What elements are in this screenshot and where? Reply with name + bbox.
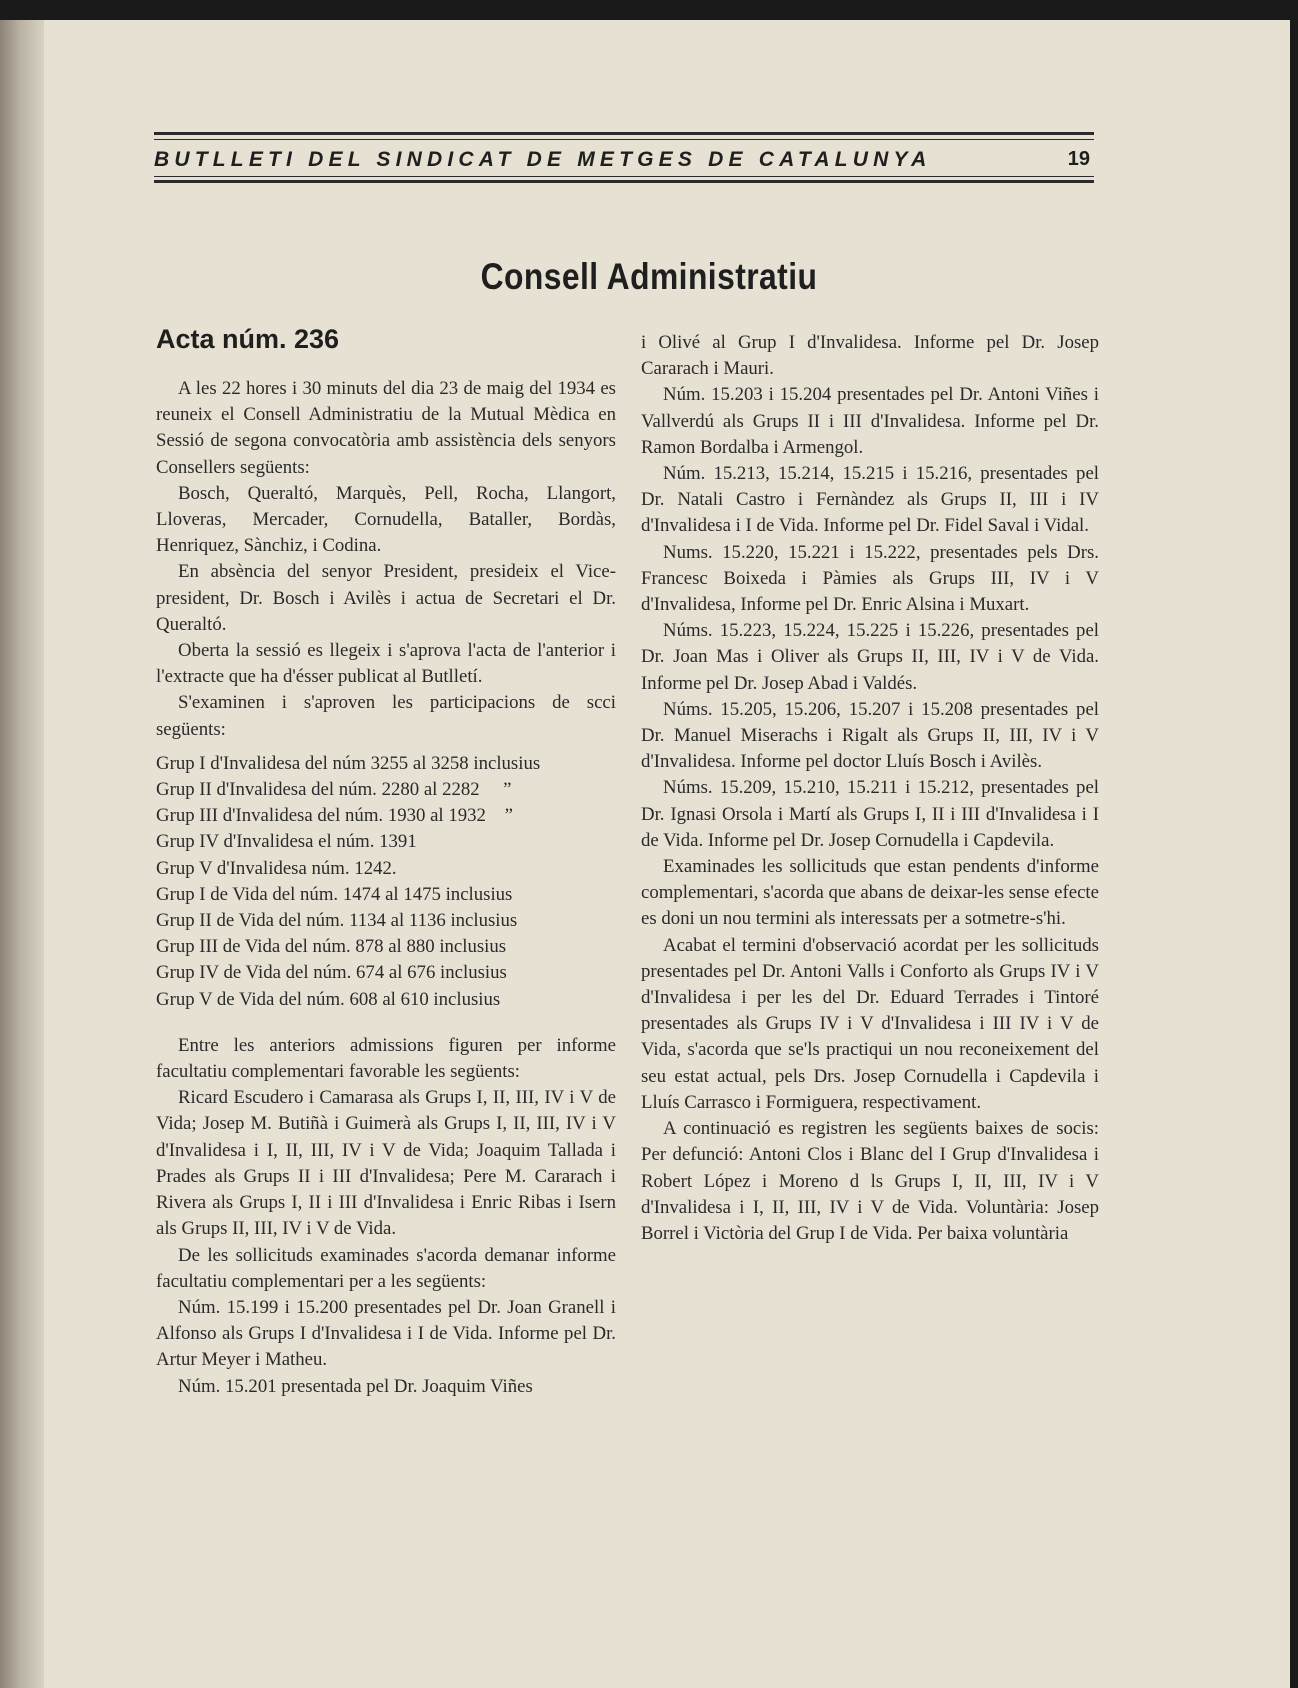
list-item: Grup V de Vida del núm. 608 al 610 inclusius: [156, 988, 501, 1010]
header-rule-bottom: [154, 180, 1094, 183]
paragraph: Núms. 15.223, 15.224, 15.225 i 15.226, presentades pel Dr. Joan Mas i Oliver als Grups II, III, IV i V de Vida. Informe pel Dr. Josep Abad i Valdés.: [641, 620, 1099, 694]
paragraph: Oberta la sessió es llegeix i s'aprova l'acta de l'anterior i l'extracte que ha d'ésser publicat al Butlletí.: [156, 640, 616, 688]
paragraph: Entre les anteriors admissions figuren per informe facultatiu complementari favorable les següents:: [156, 1034, 616, 1083]
header-rule-top: [154, 132, 1094, 135]
list-item: Grup II de Vida del núm. 1134 al 1136 inclusius: [156, 910, 518, 932]
paragraph: Acabat el termini d'observació acordat per les sollicituds presentades pel Dr. Antoni Valls i Conforto als Grups IV i V d'Invalidesa i per les del Dr. Eduard Terrades i Tintoré presentades als Grups IV i V d'Invalidesa i III IV i V de Vida, s'acorda que se'ls practiqui un nou reconeixement del seu estat actual, pels Drs. Josep Cornudella i Capdevila i Lluís Carrasco i Formiguera, respectivament.: [641, 934, 1099, 1113]
list-item: Grup I de Vida del núm. 1474 al 1475 inclusius: [156, 883, 513, 905]
journal-title: BUTLLETI DEL SINDICAT DE METGES DE CATALUNYA: [154, 148, 932, 171]
group-list: [156, 751, 616, 1013]
paragraph: Ricard Escudero i Camarasa als Grups I, II, III, IV i V de Vida; Josep M. Butiñà i Guimerà als Grups I, II, III, IV i V d'Invalidesa i I, II, III, IV i V de Vida; Joaquim Tallada i Prades als Grups II i III d'Invalidesa; Pere M. Cararach i Rivera als Grups I, II i III d'Invalidesa i Enric Ribas i Isern als Grups II, III, IV i V de Vida.: [156, 1087, 616, 1240]
paragraph: En absència del senyor President, presideix el Vice-president, Dr. Bosch i Avilès i actua de Secretari el Dr. Queraltó.: [156, 561, 616, 635]
running-header: [154, 132, 1094, 186]
paragraph: Núms. 15.209, 15.210, 15.211 i 15.212, presentades pel Dr. Ignasi Orsola i Martí als Grups I, II i III d'Invalidesa i I de Vida. Informe pel Dr. Josep Cornudella i Capdevila.: [641, 777, 1099, 851]
page-number: 19: [1067, 148, 1090, 170]
paragraph: Examinades les sollicituds que estan pendents d'informe complementari, s'acorda que abans de deixar-les sense efecte es doni un nou termini als interessats per a sotmetre-s'hi.: [641, 856, 1099, 930]
book-binding-shadow: [0, 20, 44, 1688]
paragraph: A continuació es registren les següents baixes de socis: Per defunció: Antoni Clos i Blanc del I Grup d'Invalidesa i Robert López i Moreno d ls Grups I, II, III, IV i V d'Invalidesa i I, II, III, IV i V de Vida. Voluntària: Josep Borrel i Victòria del Grup I de Vida. Per baixa voluntària: [641, 1118, 1099, 1244]
list-item: Grup IV de Vida del núm. 674 al 676 inclusius: [156, 962, 507, 984]
acta-heading: Acta núm. 236: [156, 324, 340, 354]
list-item: Grup III de Vida del núm. 878 al 880 inclusius: [156, 936, 507, 958]
paragraph: Núm. 15.199 i 15.200 presentades pel Dr. Joan Granell i Alfonso als Grups I d'Invalidesa i I de Vida. Informe pel Dr. Artur Meyer i Matheu.: [156, 1296, 616, 1371]
paragraph: Núm. 15.203 i 15.204 presentades pel Dr. Antoni Viñes i Vallverdú als Grups II i III d'Invalidesa. Informe pel Dr. Ramon Bordalba i Armengol.: [641, 384, 1099, 458]
header-rule-top-thin: [154, 139, 1094, 140]
list-item: Grup I d'Invalidesa del núm 3255 al 3258 inclusius: [156, 752, 541, 774]
paragraph: De les sollicituds examinades s'acorda demanar informe facultatiu complementari per a les següents:: [156, 1244, 616, 1292]
list-item: Grup III d'Invalidesa del núm. 1930 al 1932 ”: [156, 805, 514, 827]
paragraph: Bosch, Queraltó, Marquès, Pell, Rocha, Llangort, Lloveras, Mercader, Cornudella, Bataller, Bordàs, Henriquez, Sànchiz, i Codina.: [156, 482, 616, 557]
section-title: Consell Administratiu: [480, 256, 818, 297]
header-rule-bottom-thin: [154, 176, 1094, 177]
left-column: [156, 322, 616, 1400]
list-item: Grup II d'Invalidesa del núm. 2280 al 2282 ”: [156, 779, 512, 801]
list-item: Grup V d'Invalidesa núm. 1242.: [156, 857, 397, 879]
paragraph: S'examinen i s'aproven les participacions de scci següents:: [156, 692, 616, 740]
paragraph: Núm. 15.201 presentada pel Dr. Joaquim Viñes: [178, 1375, 533, 1397]
right-column: [641, 330, 1099, 1247]
paragraph: i Olivé al Grup I d'Invalidesa. Informe pel Dr. Josep Cararach i Mauri.: [641, 332, 1099, 380]
paragraph: Nums. 15.220, 15.221 i 15.222, presentades pels Drs. Francesc Boixeda i Pàmies als Grups III, IV i V d'Invalidesa, Informe pel Dr. Enric Alsina i Muxart.: [641, 541, 1099, 616]
paragraph: A les 22 hores i 30 minuts del dia 23 de maig del 1934 es reuneix el Consell Administratiu de la Mutual Mèdica en Sessió de segona convocatòria amb assistència dels senyors Consellers següents:: [156, 378, 616, 478]
list-item: Grup IV d'Invalidesa el núm. 1391: [156, 831, 417, 853]
paragraph: Núms. 15.205, 15.206, 15.207 i 15.208 presentades pel Dr. Manuel Miserachs i Rigalt als Grups II, III, IV i V d'Invalidesa. Informe pel doctor Lluís Bosch i Avilès.: [641, 698, 1099, 773]
paragraph: Núm. 15.213, 15.214, 15.215 i 15.216, presentades pel Dr. Natali Castro i Fernàndez als Grups II, III i IV d'Invalidesa i I de Vida. Informe pel Dr. Fidel Saval i Vidal.: [641, 463, 1099, 537]
